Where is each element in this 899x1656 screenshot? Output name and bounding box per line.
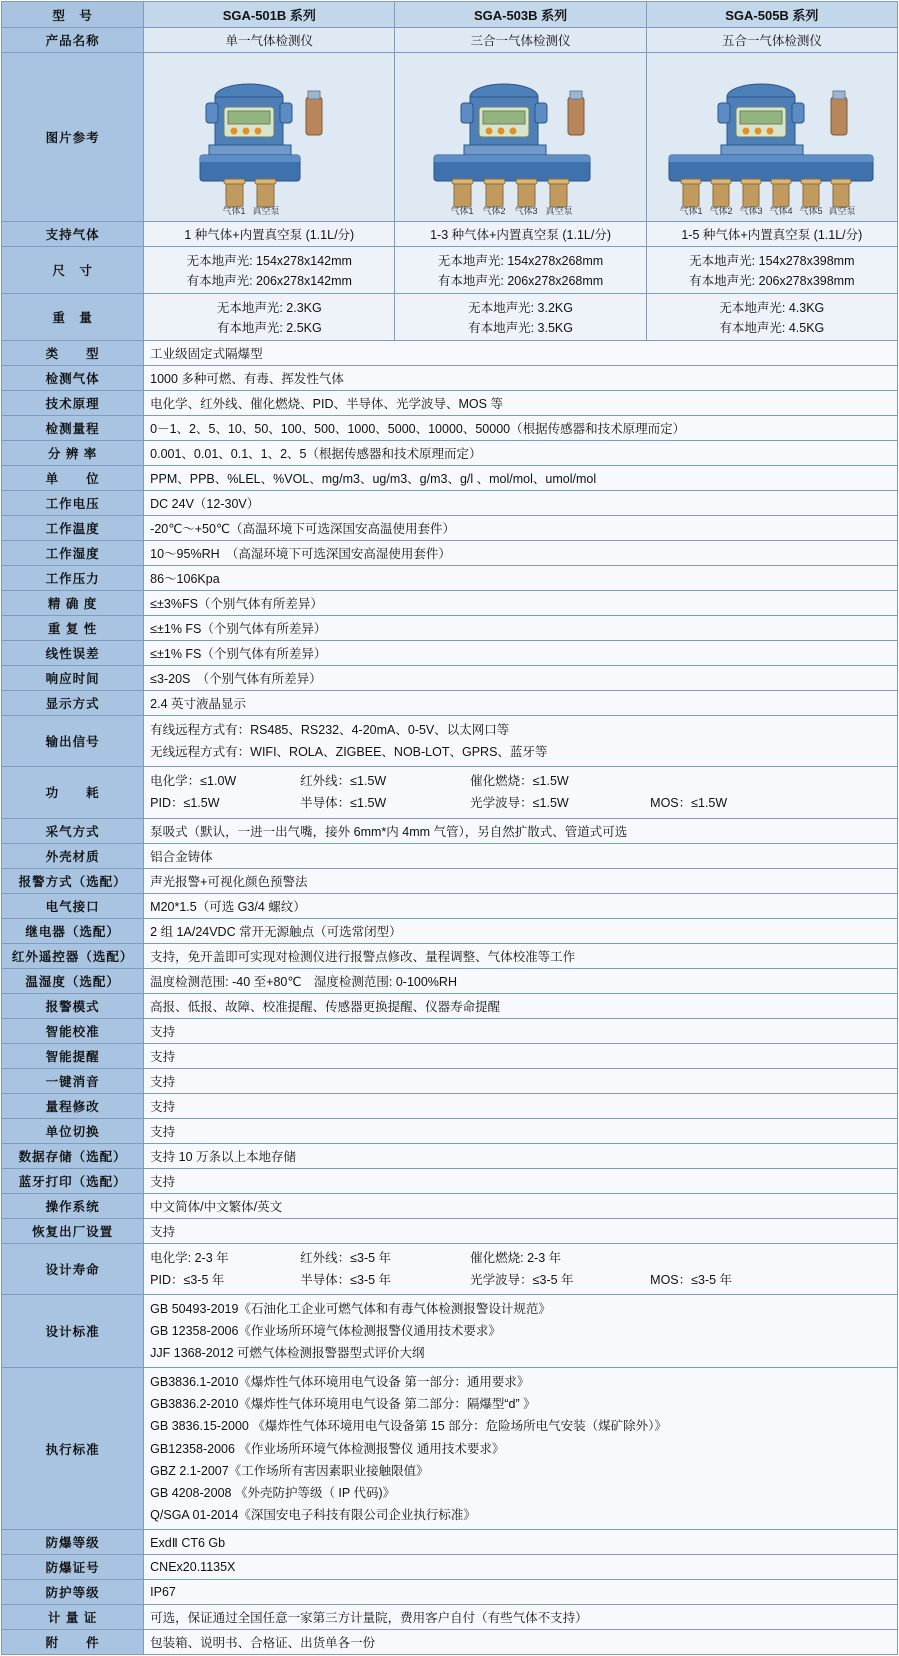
power-mos: MOS：≤1.5W <box>650 796 728 811</box>
detector-diagram-5-gas <box>649 57 895 217</box>
table-row-power <box>2 767 898 818</box>
table-row-unit-switch <box>2 1118 898 1143</box>
output-signal-wired: 有线远程方式有：RS485、RS232、4-20mA、0-5V、以太网口等 <box>150 723 510 737</box>
weight-2-line1: 无本地声光: 3.2KG <box>468 301 573 315</box>
row-label-output-signal: 输出信号 <box>2 716 144 767</box>
row-value-ex-rating: ExdⅡ CT6 Gb <box>144 1530 898 1555</box>
row-label-weight: 重 量 <box>2 294 144 341</box>
row-label-tech-principle: 技术原理 <box>2 391 144 416</box>
table-row-response-time <box>2 666 898 691</box>
row-value-unit-switch: 支持 <box>144 1118 898 1143</box>
row-value-display: 2.4 英寸液晶显示 <box>144 691 898 716</box>
row-value-linearity: ≤±1% FS（个别气体有所差异） <box>144 641 898 666</box>
size-3-line2: 有本地声光: 206x278x398mm <box>689 274 855 288</box>
row-label-response-time: 响应时间 <box>2 666 144 691</box>
row-value-work-pressure: 86～106Kpa <box>144 566 898 591</box>
row-label-housing: 外壳材质 <box>2 843 144 868</box>
svg-text:气体4: 气体4 <box>769 206 793 216</box>
row-label-alarm-mode: 报警模式 <box>2 993 144 1018</box>
weight-3-line2: 有本地声光: 4.5KG <box>719 321 825 335</box>
size-1 <box>144 247 395 294</box>
power-line1 <box>150 770 891 792</box>
table-row-repeatability <box>2 616 898 641</box>
row-value-data-storage: 支持 10 万条以上本地存储 <box>144 1143 898 1168</box>
row-label-power: 功 耗 <box>2 767 144 818</box>
row-value-repeatability: ≤±1% FS（个别气体有所差异） <box>144 616 898 641</box>
row-value-response-time: ≤3-20S （个别气体有所差异） <box>144 666 898 691</box>
row-label-sampling: 采气方式 <box>2 818 144 843</box>
weight-3-line1: 无本地声光: 4.3KG <box>719 301 825 315</box>
table-row-temp-humidity <box>2 968 898 993</box>
table-row-ir-remote <box>2 943 898 968</box>
table-row-size <box>2 247 898 294</box>
table-row-range <box>2 416 898 441</box>
table-row-ex-rating <box>2 1530 898 1555</box>
row-value-temp-humidity: 温度检测范围: -40 至+80℃ 湿度检测范围: 0-100%RH <box>144 968 898 993</box>
life-electrochemical: 电化学: 2-3 年 <box>150 1250 229 1265</box>
table-row-os <box>2 1193 898 1218</box>
size-1-line2: 有本地声光: 206x278x142mm <box>186 274 352 288</box>
support-gas-3: 1-5 种气体+内置真空泵 (1.1L/分) <box>646 222 897 247</box>
row-value-output-signal <box>144 716 898 767</box>
product-name-2: 三合一气体检测仪 <box>395 28 646 53</box>
model-503b: SGA-503B 系列 <box>395 2 646 28</box>
design-standard-line-3: JJF 1368-2012 可燃气体检测报警器型式评价大纲 <box>150 1346 425 1360</box>
weight-3 <box>646 294 897 341</box>
exec-standard-line-6: GB 4208-2008 《外壳防护等级（ IP 代码)》 <box>150 1485 396 1500</box>
table-row-resolution <box>2 441 898 466</box>
row-label-voltage: 工作电压 <box>2 491 144 516</box>
row-label-relay: 继电器（选配） <box>2 918 144 943</box>
row-value-smart-reminder: 支持 <box>144 1043 898 1068</box>
table-row-relay <box>2 918 898 943</box>
row-label-exec-standard: 执行标准 <box>2 1368 144 1530</box>
exec-standard-line-3: GB 3836.15-2000 《爆炸性气体环境用电气设备第 15 部分：危险场所电气安装（煤矿除外）》 <box>150 1419 667 1434</box>
row-label-ip-rating: 防护等级 <box>2 1580 144 1605</box>
row-label-unit-switch: 单位切换 <box>2 1118 144 1143</box>
row-value-range-modify: 支持 <box>144 1093 898 1118</box>
life-mos: MOS：≤3-5 年 <box>650 1272 733 1287</box>
row-value-housing: 铝合金铸体 <box>144 843 898 868</box>
table-row-display <box>2 691 898 716</box>
svg-text:气体2: 气体2 <box>709 206 733 216</box>
weight-2 <box>395 294 646 341</box>
power-electrochemical: 电化学：≤1.0W <box>150 774 237 789</box>
row-label-model: 型 号 <box>2 2 144 28</box>
row-label-display: 显示方式 <box>2 691 144 716</box>
row-value-power <box>144 767 898 818</box>
table-row-alarm-mode <box>2 993 898 1018</box>
product-name-3: 五合一气体检测仪 <box>646 28 897 53</box>
row-label-accuracy: 精 确 度 <box>2 591 144 616</box>
table-row-tech-principle <box>2 391 898 416</box>
svg-text:气体3: 气体3 <box>739 206 763 216</box>
size-2-line2: 有本地声光: 206x278x268mm <box>437 274 604 288</box>
table-row-unit <box>2 466 898 491</box>
table-row-electrical-interface <box>2 893 898 918</box>
table-row-design-standard <box>2 1294 898 1367</box>
row-value-electrical-interface: M20*1.5（可选 G3/4 螺纹） <box>144 893 898 918</box>
svg-text:气体1: 气体1 <box>450 206 474 216</box>
device-image-503b <box>395 53 646 222</box>
row-value-detect-gas: 1000 多种可燃、有毒、挥发性气体 <box>144 366 898 391</box>
row-label-ex-cert: 防爆证号 <box>2 1555 144 1580</box>
table-row-data-storage <box>2 1143 898 1168</box>
table-row-linearity <box>2 641 898 666</box>
row-label-resolution: 分 辨 率 <box>2 441 144 466</box>
row-value-ir-remote: 支持，免开盖即可实现对检测仪进行报警点修改、量程调整、气体校准等工作 <box>144 943 898 968</box>
spec-sheet <box>0 1 899 1655</box>
row-label-detect-gas: 检测气体 <box>2 366 144 391</box>
row-label-work-pressure: 工作压力 <box>2 566 144 591</box>
row-label-range-modify: 量程修改 <box>2 1093 144 1118</box>
table-row-bluetooth-print <box>2 1168 898 1193</box>
detector-diagram-1-gas <box>154 57 384 217</box>
row-label-design-life: 设计寿命 <box>2 1243 144 1294</box>
row-value-one-key-mute: 支持 <box>144 1068 898 1093</box>
table-row-product-name <box>2 28 898 53</box>
weight-1-line1: 无本地声光: 2.3KG <box>216 301 322 315</box>
table-row-metering-cert <box>2 1605 898 1630</box>
row-label-electrical-interface: 电气接口 <box>2 893 144 918</box>
row-value-voltage: DC 24V（12-30V） <box>144 491 898 516</box>
table-row-work-humidity <box>2 541 898 566</box>
row-value-smart-calibration: 支持 <box>144 1018 898 1043</box>
row-label-linearity: 线性误差 <box>2 641 144 666</box>
row-label-work-humidity: 工作湿度 <box>2 541 144 566</box>
row-label-size: 尺 寸 <box>2 247 144 294</box>
table-row-image-reference <box>2 53 898 222</box>
row-label-metering-cert: 计 量 证 <box>2 1605 144 1630</box>
table-row-range-modify <box>2 1093 898 1118</box>
device-image-501b <box>144 53 395 222</box>
row-value-tech-principle: 电化学、红外线、催化燃烧、PID、半导体、光学波导、MOS 等 <box>144 391 898 416</box>
svg-text:气体3: 气体3 <box>514 206 538 216</box>
table-row-support-gas <box>2 222 898 247</box>
row-label-work-temp: 工作温度 <box>2 516 144 541</box>
design-life-line2 <box>150 1269 891 1291</box>
exec-standard-line-2: GB3836.2-2010《爆炸性气体环境用电气设备 第二部分：隔爆型“d” 》 <box>150 1397 536 1412</box>
table-row-detect-gas <box>2 366 898 391</box>
row-label-bluetooth-print: 蓝牙打印（选配） <box>2 1168 144 1193</box>
life-infrared: 红外线：≤3-5 年 <box>300 1250 392 1265</box>
row-value-bluetooth-print: 支持 <box>144 1168 898 1193</box>
design-standard-line-2: GB 12358-2006《作业场所环境气体检测报警仪通用技术要求》 <box>150 1323 501 1338</box>
row-value-exec-standard <box>144 1368 898 1530</box>
svg-text:真空泵: 真空泵 <box>828 206 856 216</box>
table-row-accuracy <box>2 591 898 616</box>
exec-standard-line-7: Q/SGA 01-2014《深国安电子科技有限公司企业执行标准》 <box>150 1507 476 1522</box>
row-value-design-life <box>144 1243 898 1294</box>
row-value-factory-reset: 支持 <box>144 1218 898 1243</box>
table-row-smart-calibration <box>2 1018 898 1043</box>
size-3-line1: 无本地声光: 154x278x398mm <box>689 254 855 268</box>
row-label-range: 检测量程 <box>2 416 144 441</box>
row-value-metering-cert: 可选，保证通过全国任意一家第三方计量院，费用客户自付（有些气体不支持） <box>144 1605 898 1630</box>
life-catalytic: 催化燃烧: 2-3 年 <box>470 1250 562 1265</box>
row-value-relay: 2 组 1A/24VDC 常开无源触点（可选常闭型） <box>144 918 898 943</box>
table-row-ex-cert <box>2 1555 898 1580</box>
detector-diagram-3-gas <box>398 57 644 217</box>
row-value-work-humidity: 10～95%RH （高湿环境下可选深国安高湿使用套件） <box>144 541 898 566</box>
svg-text:气体1: 气体1 <box>222 206 246 216</box>
table-row-sampling <box>2 818 898 843</box>
row-label-image-reference: 图片参考 <box>2 53 144 222</box>
row-value-os: 中文简体/中文繁体/英文 <box>144 1193 898 1218</box>
row-value-accuracy: ≤±3%FS（个别气体有所差异） <box>144 591 898 616</box>
table-row-one-key-mute <box>2 1068 898 1093</box>
table-row-housing <box>2 843 898 868</box>
row-label-factory-reset: 恢复出厂设置 <box>2 1218 144 1243</box>
device-image-505b <box>646 53 897 222</box>
row-label-support-gas: 支持气体 <box>2 222 144 247</box>
life-pid: PID：≤3-5 年 <box>150 1272 225 1287</box>
row-label-design-standard: 设计标准 <box>2 1294 144 1367</box>
spec-table <box>1 1 898 1655</box>
design-standard-line-1: GB 50493-2019《石油化工企业可燃气体和有毒气体检测报警设计规范》 <box>150 1301 551 1316</box>
table-row-work-pressure <box>2 566 898 591</box>
table-row-work-temp <box>2 516 898 541</box>
power-line2 <box>150 792 891 814</box>
svg-text:真空泵: 真空泵 <box>545 206 573 216</box>
exec-standard-line-5: GBZ 2.1-2007《工作场所有害因素职业接触限值》 <box>150 1463 429 1478</box>
power-optical-waveguide: 光学波导：≤1.5W <box>470 796 569 811</box>
svg-text:气体1: 气体1 <box>679 206 703 216</box>
row-label-product-name: 产品名称 <box>2 28 144 53</box>
power-infrared: 红外线：≤1.5W <box>300 774 387 789</box>
table-row-weight <box>2 294 898 341</box>
row-value-alarm-mode: 高报、低报、故障、校准提醒、传感器更换提醒、仪器寿命提醒 <box>144 993 898 1018</box>
row-label-ir-remote: 红外遥控器（选配） <box>2 943 144 968</box>
svg-text:气体5: 气体5 <box>799 206 823 216</box>
table-row-output-signal <box>2 716 898 767</box>
table-row-smart-reminder <box>2 1043 898 1068</box>
svg-text:气体2: 气体2 <box>482 206 506 216</box>
table-row-voltage <box>2 491 898 516</box>
row-value-alarm-type: 声光报警+可视化颜色预警法 <box>144 868 898 893</box>
weight-2-line2: 有本地声光: 3.5KG <box>468 321 573 335</box>
row-label-unit: 单 位 <box>2 466 144 491</box>
row-label-ex-rating: 防爆等级 <box>2 1530 144 1555</box>
table-row-model <box>2 2 898 28</box>
design-life-line1 <box>150 1247 891 1269</box>
row-label-smart-reminder: 智能提醒 <box>2 1043 144 1068</box>
table-row-factory-reset <box>2 1218 898 1243</box>
row-label-one-key-mute: 一键消音 <box>2 1068 144 1093</box>
product-name-1: 单一气体检测仪 <box>144 28 395 53</box>
support-gas-1: 1 种气体+内置真空泵 (1.1L/分) <box>144 222 395 247</box>
row-value-design-standard <box>144 1294 898 1367</box>
row-label-accessories: 附 件 <box>2 1630 144 1655</box>
table-row-ip-rating <box>2 1580 898 1605</box>
model-501b: SGA-501B 系列 <box>144 2 395 28</box>
support-gas-2: 1-3 种气体+内置真空泵 (1.1L/分) <box>395 222 646 247</box>
row-value-resolution: 0.001、0.01、0.1、1、2、5（根据传感器和技术原理而定） <box>144 441 898 466</box>
weight-1 <box>144 294 395 341</box>
exec-standard-line-4: GB12358-2006 《作业场所环境气体检测报警仪 通用技术要求》 <box>150 1441 505 1456</box>
output-signal-wireless: 无线远程方式有：WIFI、ROLA、ZIGBEE、NOB-LOT、GPRS、蓝牙等 <box>150 745 548 760</box>
row-value-sampling: 泵吸式（默认，一进一出气嘴，接外 6mm*内 4mm 气管），另自然扩散式、管道式可选 <box>144 818 898 843</box>
row-value-accessories: 包装箱、说明书、合格证、出货单各一份 <box>144 1630 898 1655</box>
size-1-line1: 无本地声光: 154x278x142mm <box>186 254 352 268</box>
power-catalytic: 催化燃烧：≤1.5W <box>470 774 569 789</box>
size-2-line1: 无本地声光: 154x278x268mm <box>437 254 604 268</box>
weight-1-line2: 有本地声光: 2.5KG <box>216 321 322 335</box>
row-value-ip-rating: IP67 <box>144 1580 898 1605</box>
table-row-exec-standard <box>2 1368 898 1530</box>
power-semiconductor: 半导体：≤1.5W <box>300 796 387 811</box>
life-optical-waveguide: 光学波导：≤3-5 年 <box>470 1272 574 1287</box>
row-label-repeatability: 重 复 性 <box>2 616 144 641</box>
row-label-temp-humidity: 温湿度（选配） <box>2 968 144 993</box>
exec-standard-line-1: GB3836.1-2010《爆炸性气体环境用电气设备 第一部分：通用要求》 <box>150 1375 530 1390</box>
table-row-design-life <box>2 1243 898 1294</box>
power-pid: PID：≤1.5W <box>150 796 220 811</box>
row-value-range: 0－1、2、5、10、50、100、500、1000、5000、10000、50000（根据传感器和技术原理而定） <box>144 416 898 441</box>
row-value-unit: PPM、PPB、%LEL、%VOL、mg/m3、ug/m3、g/m3、g/l 、mol/mol、umol/mol <box>144 466 898 491</box>
row-label-data-storage: 数据存储（选配） <box>2 1143 144 1168</box>
row-value-type: 工业级固定式隔爆型 <box>144 341 898 366</box>
row-label-type: 类 型 <box>2 341 144 366</box>
size-2 <box>395 247 646 294</box>
size-3 <box>646 247 897 294</box>
row-label-smart-calibration: 智能校准 <box>2 1018 144 1043</box>
row-value-work-temp: -20℃～+50℃（高温环境下可选深国安高温使用套件） <box>144 516 898 541</box>
svg-text:真空泵: 真空泵 <box>252 206 280 216</box>
row-label-alarm-type: 报警方式（选配） <box>2 868 144 893</box>
model-505b: SGA-505B 系列 <box>646 2 897 28</box>
table-row-accessories <box>2 1630 898 1655</box>
row-value-ex-cert: CNEx20.1135X <box>144 1555 898 1580</box>
table-row-type <box>2 341 898 366</box>
row-label-os: 操作系统 <box>2 1193 144 1218</box>
life-semiconductor: 半导体：≤3-5 年 <box>300 1272 392 1287</box>
table-row-alarm-type <box>2 868 898 893</box>
